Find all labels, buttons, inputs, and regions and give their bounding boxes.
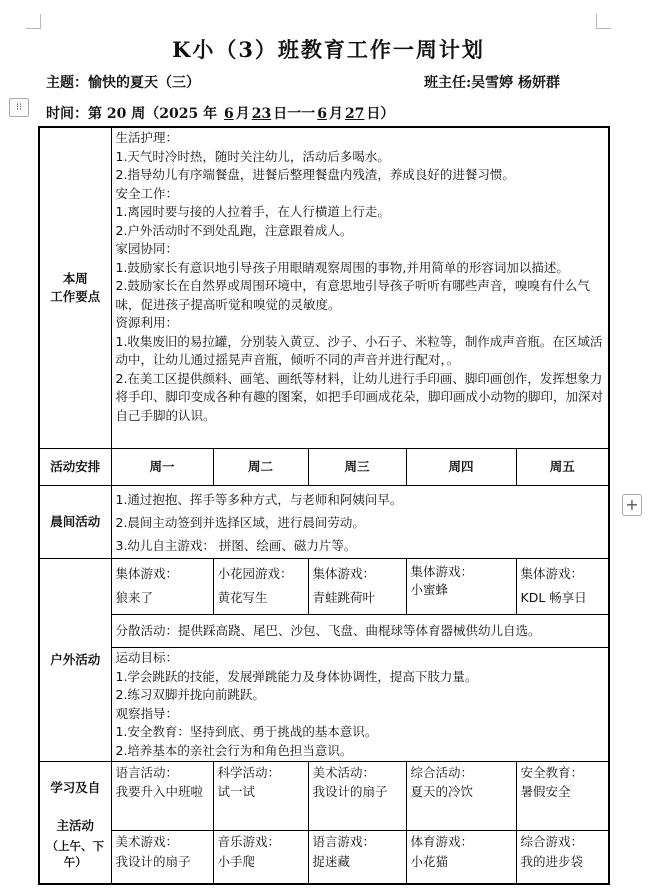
outdoor-games-row	[39, 559, 609, 615]
morning-row	[39, 486, 609, 559]
page-corner-mark-left	[26, 14, 41, 29]
key-points-label: 本周 工作要点	[39, 127, 111, 449]
add-row-plus-icon[interactable]: +	[622, 494, 642, 516]
learning-activities-row	[39, 762, 609, 831]
learning-game-friday: 综合游戏： 我的进步袋	[516, 831, 609, 885]
outdoor-game-monday: 集体游戏： 狼来了	[111, 559, 213, 615]
page-corner-mark-right	[596, 14, 611, 29]
outdoor-goals: 运动目标： 1.学会跳跃的技能，发展弹跳能力及身体协调性，提高下肢力量。 2.练习双脚并拢向前跳跃。 观察指导： 1.安全教育：坚持到底、勇于挑战的基本意识。 2.培养基本的亲社会行为和角色担当意识。	[111, 648, 609, 762]
document-title: K小（3）班教育工作一周计划	[172, 37, 485, 62]
day-friday: 周五	[516, 449, 609, 486]
start-month: 6	[223, 106, 234, 122]
outdoor-game-tuesday: 小花园游戏： 黄花写生	[213, 559, 308, 615]
schedule-header-row	[39, 449, 609, 486]
learning-games-row	[39, 831, 609, 885]
schedule-label: 活动安排	[39, 449, 111, 486]
outdoor-free-activity: 分散活动：提供踩高跷、尾巴、沙包、飞盘、曲棍球等体育器械供幼儿自选。	[111, 615, 609, 648]
table-move-handle-icon[interactable]: ⁝⁝	[9, 98, 29, 117]
morning-content: 1.通过抱抱、挥手等多种方式，与老师和阿姨问早。 2.晨间主动签到并选择区域，进行晨间劳动。 3.幼儿自主游戏： 拼图、绘画、磁力片等。	[111, 486, 609, 559]
start-day: 23	[251, 106, 272, 122]
end-month: 6	[317, 106, 327, 122]
day-wednesday: 周三	[308, 449, 406, 486]
day-monday: 周一	[111, 449, 213, 486]
time-line: 时间：第 20 周（2025 年 6 月 23 日一一 6 月 27 日）	[46, 106, 395, 122]
learning-activity-monday: 语言活动： 我要升入中班啦	[111, 762, 213, 831]
outdoor-free-row	[39, 615, 609, 648]
learning-activity-thursday: 综合活动： 夏天的冷饮	[406, 762, 516, 831]
outdoor-game-thursday: 集体游戏： 小蜜蜂	[406, 559, 516, 615]
outdoor-goals-row	[39, 648, 609, 762]
day-tuesday: 周二	[213, 449, 308, 486]
theme-line: 主题：愉快的夏天（三）	[46, 75, 200, 91]
learning-activity-tuesday: 科学活动： 试一试	[213, 762, 308, 831]
teacher-line: 班主任:吴雪婷 杨妍群	[424, 75, 561, 91]
learning-activity-wednesday: 美术活动： 我设计的扇子	[308, 762, 406, 831]
learning-activity-friday: 安全教育： 暑假安全	[516, 762, 609, 831]
morning-label: 晨间活动	[39, 486, 111, 559]
key-points-row	[39, 127, 609, 449]
learning-game-tuesday: 音乐游戏： 小手爬	[213, 831, 308, 885]
outdoor-label: 户外活动	[39, 559, 111, 762]
outdoor-game-friday: 集体游戏： KDL 畅享日	[516, 559, 609, 615]
learning-game-monday: 美术游戏： 我设计的扇子	[111, 831, 213, 885]
outdoor-game-wednesday: 集体游戏： 青蛙跳荷叶	[308, 559, 406, 615]
end-day: 27	[344, 106, 365, 122]
weekly-plan-table	[38, 126, 610, 885]
learning-label: 学习及自 主活动 （上午、下 午）	[39, 762, 111, 885]
key-points-content: 生活护理： 1.天气时冷时热，随时关注幼儿，活动后多喝水。 2.指导幼儿有序端餐盘，进餐后整理餐盘内残渣，养成良好的进餐习惯。 安全工作： 1.离园时要与接的人拉着手，在人行横道上行走。 2.户外活动时不到处乱跑，注意跟着成人。 家园协同： 1.鼓励家长有意识地引导孩子用眼睛观察周围的事物,并用简单的形容词加以描述。 2.鼓励家长在自然界或周围环境中，有意思地引导孩子听听有哪些声音，嗅嗅有什么气味，促进孩子提高听觉和嗅觉的灵敏度。 资源利用： 1.收集废旧的易拉罐，分别装入黄豆、沙子、小石子、米粒等，制作成声音瓶。在区域活动中，让幼儿通过摇晃声音瓶，倾听不同的声音并进行配对，。 2.在美工区提供颜料、画笔、画纸等材料，让幼儿进行手印画、脚印画创作，发挥想象力将手印、脚印变成各种有趣的图案，如把手印画成花朵，脚印画成小动物的脚印，加深对自己手脚的认识。	[111, 127, 609, 449]
learning-game-wednesday: 语言游戏： 捉迷藏	[308, 831, 406, 885]
learning-game-thursday: 体育游戏： 小花猫	[406, 831, 516, 885]
day-thursday: 周四	[406, 449, 516, 486]
